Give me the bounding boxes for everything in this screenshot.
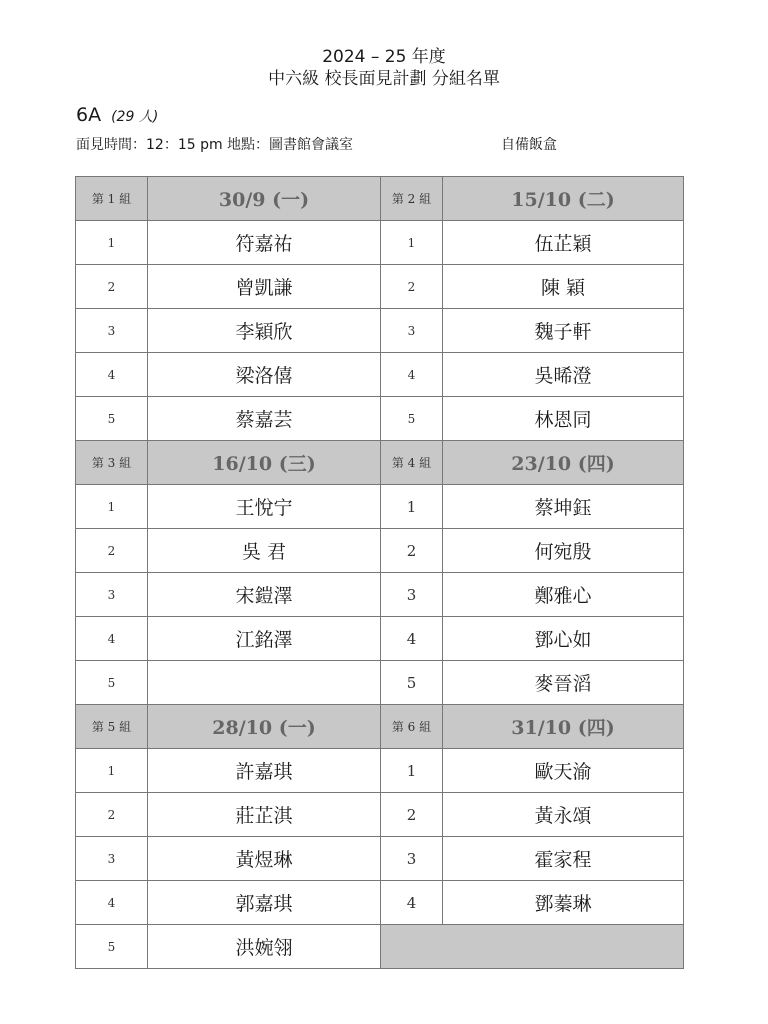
student-name: 宋鎧澤 xyxy=(148,573,381,617)
group-date: 15/10 (二) xyxy=(443,177,684,221)
student-name: 歐天渝 xyxy=(443,749,684,793)
student-name: 吳晞澄 xyxy=(443,353,684,397)
group-header-row xyxy=(76,705,684,749)
row-number: 1 xyxy=(381,221,443,265)
row-number: 3 xyxy=(76,573,148,617)
row-number: 5 xyxy=(76,397,148,441)
student-name: 蔡嘉芸 xyxy=(148,397,381,441)
student-name: 許嘉琪 xyxy=(148,749,381,793)
student-name: 郭嘉琪 xyxy=(148,881,381,925)
group-label: 第 6 組 xyxy=(381,705,443,749)
student-name: 霍家程 xyxy=(443,837,684,881)
row-number: 2 xyxy=(381,265,443,309)
row-number: 3 xyxy=(76,837,148,881)
student-name: 江銘澤 xyxy=(148,617,381,661)
group-date: 31/10 (四) xyxy=(443,705,684,749)
student-name: 魏子軒 xyxy=(443,309,684,353)
row-number: 2 xyxy=(76,793,148,837)
row-number: 5 xyxy=(381,397,443,441)
table-row xyxy=(76,485,684,529)
group-table xyxy=(75,176,684,969)
group-label: 第 3 組 xyxy=(76,441,148,485)
group-label: 第 4 組 xyxy=(381,441,443,485)
student-name: 伍芷穎 xyxy=(443,221,684,265)
row-number: 1 xyxy=(381,749,443,793)
row-number: 4 xyxy=(76,881,148,925)
empty-slot xyxy=(381,925,684,969)
group-date: 16/10 (三) xyxy=(148,441,381,485)
table-row xyxy=(76,529,684,573)
row-number: 5 xyxy=(76,661,148,705)
table-row xyxy=(76,925,684,969)
table-row xyxy=(76,749,684,793)
student-name: 何宛殷 xyxy=(443,529,684,573)
table-row xyxy=(76,309,684,353)
group-label: 第 2 組 xyxy=(381,177,443,221)
student-name: 王悅宁 xyxy=(148,485,381,529)
student-name: 李穎欣 xyxy=(148,309,381,353)
student-name: 黃永頌 xyxy=(443,793,684,837)
row-number: 2 xyxy=(76,265,148,309)
row-number: 3 xyxy=(76,309,148,353)
row-number: 2 xyxy=(381,529,443,573)
meeting-info xyxy=(76,134,686,154)
document-title: 中六級 校長面見計劃 分組名單 xyxy=(268,69,500,89)
row-number: 4 xyxy=(76,353,148,397)
table-row xyxy=(76,573,684,617)
student-name: 莊芷淇 xyxy=(148,793,381,837)
row-number: 1 xyxy=(76,749,148,793)
student-name: 陳 穎 xyxy=(443,265,684,309)
table-row xyxy=(76,397,684,441)
row-number: 2 xyxy=(76,529,148,573)
table-row xyxy=(76,221,684,265)
table-row xyxy=(76,661,684,705)
table-row xyxy=(76,265,684,309)
row-number: 1 xyxy=(381,485,443,529)
table-row xyxy=(76,837,684,881)
row-number: 3 xyxy=(381,837,443,881)
row-number: 2 xyxy=(381,793,443,837)
table-row xyxy=(76,353,684,397)
class-heading xyxy=(76,104,158,126)
row-number: 1 xyxy=(76,485,148,529)
student-name: 麥晉滔 xyxy=(443,661,684,705)
group-label: 第 1 組 xyxy=(76,177,148,221)
row-number: 5 xyxy=(76,925,148,969)
row-number: 3 xyxy=(381,309,443,353)
student-name: 黃煜琳 xyxy=(148,837,381,881)
student-name: 吳 君 xyxy=(148,529,381,573)
group-date: 28/10 (一) xyxy=(148,705,381,749)
group-label: 第 5 組 xyxy=(76,705,148,749)
row-number: 5 xyxy=(381,661,443,705)
class-name: 6A xyxy=(76,104,102,126)
row-number: 4 xyxy=(381,353,443,397)
table-row xyxy=(76,617,684,661)
student-name xyxy=(148,661,381,705)
group-header-row xyxy=(76,441,684,485)
student-name: 梁洛僖 xyxy=(148,353,381,397)
group-date: 30/9 (一) xyxy=(148,177,381,221)
row-number: 1 xyxy=(76,221,148,265)
row-number: 3 xyxy=(381,573,443,617)
row-number: 4 xyxy=(76,617,148,661)
student-name: 鄭雅心 xyxy=(443,573,684,617)
table-row xyxy=(76,793,684,837)
lunch-note: 自備飯盒 xyxy=(501,137,557,153)
document-year: 2024 – 25 年度 xyxy=(322,47,446,67)
row-number: 4 xyxy=(381,617,443,661)
student-name: 曾凱謙 xyxy=(148,265,381,309)
student-name: 洪婉翎 xyxy=(148,925,381,969)
student-name: 鄧蓁琳 xyxy=(443,881,684,925)
group-date: 23/10 (四) xyxy=(443,441,684,485)
student-name: 鄧心如 xyxy=(443,617,684,661)
meeting-time-place: 面見時間：12：15 pm 地點：圖書館會議室 xyxy=(76,137,354,153)
row-number: 4 xyxy=(381,881,443,925)
student-name: 符嘉祐 xyxy=(148,221,381,265)
student-name: 蔡坤鈺 xyxy=(443,485,684,529)
class-count: (29 人) xyxy=(111,109,159,125)
table-row xyxy=(76,881,684,925)
student-name: 林恩同 xyxy=(443,397,684,441)
group-header-row xyxy=(76,177,684,221)
